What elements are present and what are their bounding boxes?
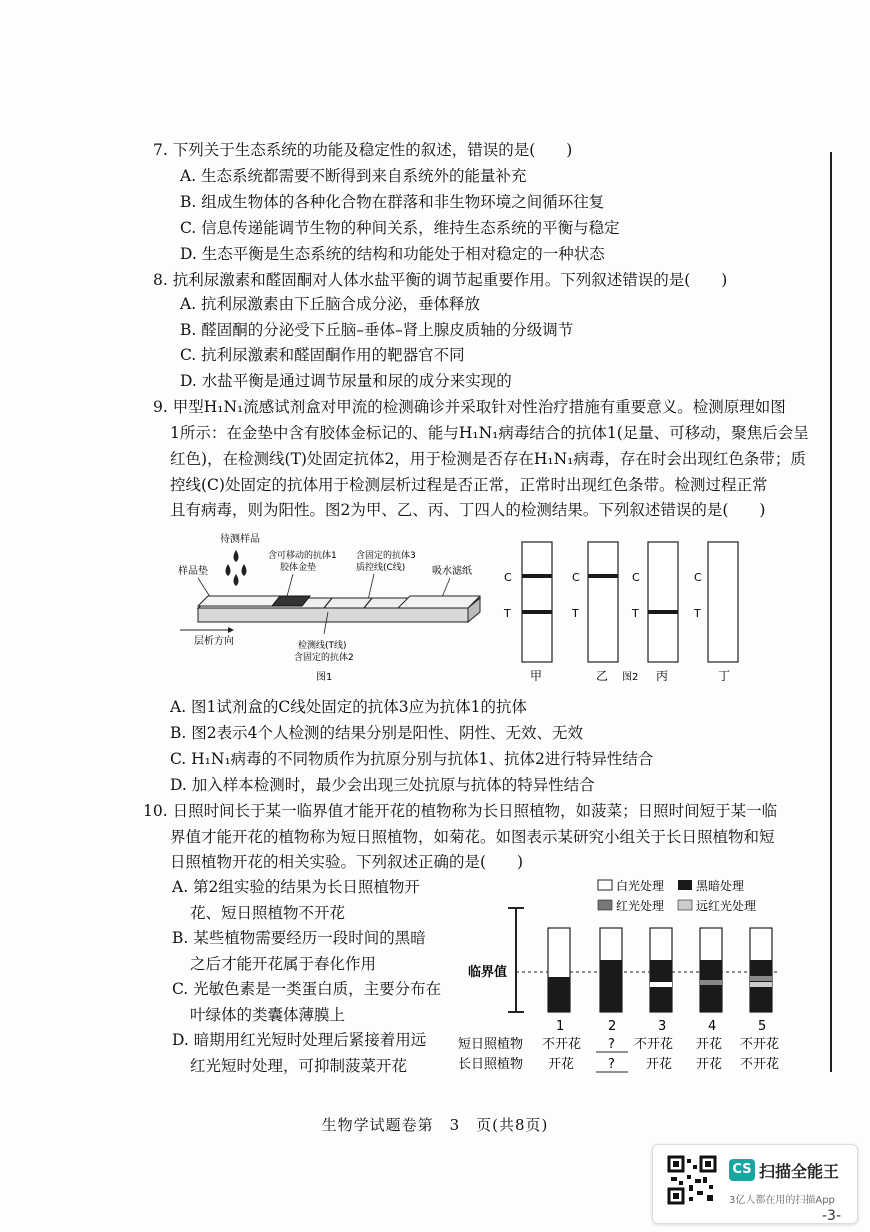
cs-brand: 扫描全能王 bbox=[759, 1162, 840, 1181]
q10-option-c-1: C. 光敏色素是一类蛋白质，主要分布在 bbox=[172, 980, 442, 998]
q10-option-d-2: 红光短时处理，可抑制菠菜开花 bbox=[190, 1057, 408, 1075]
strip-ding-t: T bbox=[694, 607, 701, 620]
strip-bing-label: 丙 bbox=[656, 669, 669, 683]
fig1-t-label-2: 含固定的抗体2 bbox=[294, 653, 354, 663]
fig1-pad-label: 样品垫 bbox=[178, 566, 208, 577]
q9-option-a: A. 图1试剂盒的C线处固定的抗体3应为抗体1的抗体 bbox=[170, 698, 527, 716]
long-result-3: 开花 bbox=[646, 1057, 673, 1072]
fig1-c-label-1: 含固定的抗体3 bbox=[356, 551, 416, 561]
legend-farred-swatch bbox=[678, 900, 692, 910]
strip-jia-label: 甲 bbox=[530, 669, 543, 683]
short-result-1: 不开花 bbox=[542, 1037, 582, 1052]
group-3-label: 3 bbox=[658, 1019, 667, 1034]
group-5-label: 5 bbox=[758, 1019, 767, 1034]
q8-option-a: A. 抗利尿激素由下丘脑合成分泌，垂体释放 bbox=[180, 295, 481, 313]
q7-option-c: C. 信息传递能调节生物的种间关系，维持生态系统的平衡与稳定 bbox=[180, 219, 620, 237]
fig1-gold-label-2: 胶体金垫 bbox=[280, 563, 317, 573]
row-long-label: 长日照植物 bbox=[458, 1057, 524, 1072]
figure-1-test-strip bbox=[168, 530, 498, 690]
q10-option-a-2: 花、短日照植物不开花 bbox=[190, 904, 346, 922]
legend-dark: 黑暗处理 bbox=[696, 879, 745, 893]
bar-group-3 bbox=[650, 928, 672, 1012]
legend-red-swatch bbox=[598, 900, 612, 910]
q9-line-5: 且有病毒，则为阳性。图2为甲、乙、丙、丁四人的检测结果。下列叙述错误的是( ) bbox=[170, 501, 766, 519]
q10-chart bbox=[456, 872, 786, 1076]
strip-bing bbox=[631, 542, 678, 683]
q10-option-b-2: 之后才能开花属于春化作用 bbox=[190, 955, 377, 973]
q7-stem: 7. 下列关于生态系统的功能及稳定性的叙述，错误的是( ) bbox=[153, 141, 573, 159]
fig1-sample-label: 待测样品 bbox=[220, 534, 260, 545]
long-result-1: 开花 bbox=[548, 1057, 575, 1072]
short-result-5: 不开花 bbox=[740, 1037, 780, 1052]
q10-line-3: 日照植物开花的相关实验。下列叙述正确的是( ) bbox=[170, 853, 524, 871]
legend-dark-swatch bbox=[678, 880, 692, 890]
legend-white: 白光处理 bbox=[616, 879, 665, 893]
q8-stem: 8. 抗利尿激素和醛固酮对人体水盐平衡的调节起重要作用。下列叙述错误的是( ) bbox=[153, 271, 728, 289]
strip-yi-t: T bbox=[572, 607, 579, 620]
q7-option-a: A. 生态系统都需要不断得到来自系统外的能量补充 bbox=[180, 167, 527, 185]
page-footer: 生物学试题卷第 3 页(共8页) bbox=[321, 1116, 549, 1134]
long-result-5: 不开花 bbox=[740, 1057, 780, 1072]
q9-option-d: D. 加入样本检测时，最少会出现三处抗原与抗体的特异性结合 bbox=[170, 776, 595, 794]
short-result-3: 不开花 bbox=[634, 1037, 674, 1052]
q9-line-2: 1所示：在金垫中含有胶体金标记的、能与H₁N₁病毒结合的抗体1(足量、可移动，聚焦后会呈 bbox=[170, 424, 809, 442]
corner-page-number: -3- bbox=[822, 1208, 842, 1224]
figure-2-results bbox=[498, 536, 760, 686]
q7-option-b: B. 组成生物体的各种化合物在群落和非生物环境之间循环往复 bbox=[180, 193, 605, 211]
q9-line-3: 红色)，在检测线(T)处固定抗体2，用于检测是否存在H₁N₁病毒，存在时会出现红色条带；质 bbox=[170, 450, 806, 468]
cs-logo: CS bbox=[729, 1159, 755, 1181]
q10-option-b-1: B. 某些植物需要经历一段时间的黑暗 bbox=[172, 929, 426, 947]
fig1-caption: 图1 bbox=[316, 672, 333, 683]
fig1-t-label-1: 检测线(T线) bbox=[298, 641, 347, 651]
qr-code-icon bbox=[667, 1155, 717, 1205]
row-short-label: 短日照植物 bbox=[458, 1037, 524, 1052]
group-2-label: 2 bbox=[608, 1019, 617, 1034]
short-result-2: ? bbox=[608, 1037, 615, 1052]
group-1-label: 1 bbox=[556, 1019, 565, 1034]
strip-jia bbox=[503, 542, 552, 683]
fig2-caption: 图2 bbox=[622, 672, 639, 683]
legend-red: 红光处理 bbox=[616, 899, 665, 913]
strip-jia-c: C bbox=[504, 571, 512, 584]
long-result-4: 开花 bbox=[696, 1057, 723, 1072]
q10-option-a-1: A. 第2组实验的结果为长日照植物开 bbox=[172, 878, 420, 896]
strip-jia-t: T bbox=[504, 607, 511, 620]
cs-tagline: 3亿人都在用的扫描App bbox=[729, 1195, 835, 1206]
q10-line-1: 10. 日照时间长于某一临界值才能开花的植物称为长日照植物，如菠菜；日照时间短于某一临 bbox=[143, 802, 778, 820]
q10-option-d-1: D. 暗期用红光短时处理后紧接着用远 bbox=[172, 1031, 427, 1049]
strip-yi-c: C bbox=[572, 571, 580, 584]
bar-group-5 bbox=[750, 928, 772, 1012]
q10-line-2: 界值才能开花的植物称为短日照植物，如菊花。如图表示某研究小组关于长日照植物和短 bbox=[170, 828, 775, 846]
q7-option-d: D. 生态平衡是生态系统的结构和功能处于相对稳定的一种状态 bbox=[180, 245, 605, 263]
sample-drops-icon bbox=[226, 550, 247, 586]
short-result-4: 开花 bbox=[696, 1037, 723, 1052]
q8-option-c: C. 抗利尿激素和醛固酮作用的靶器官不同 bbox=[180, 346, 465, 364]
q9-line-1: 9. 甲型H₁N₁流感试剂盒对甲流的检测确诊并采取针对性治疗措施有重要意义。检测原理如图 bbox=[153, 398, 786, 416]
q9-line-4: 控线(C)处固定的抗体用于检测层析过程是否正常，正常时出现红色条带。检测过程正常 bbox=[170, 476, 768, 494]
q9-option-b: B. 图2表示4个人检测的结果分别是阳性、阴性、无效、无效 bbox=[170, 724, 583, 742]
strip-ding-c: C bbox=[694, 571, 702, 584]
strip-bing-c: C bbox=[632, 571, 640, 584]
margin-rule bbox=[830, 152, 832, 1072]
strip-yi bbox=[571, 542, 618, 683]
q8-option-b: B. 醛固酮的分泌受下丘脑–垂体–肾上腺皮质轴的分级调节 bbox=[180, 321, 574, 339]
fig1-absorb-label: 吸水滤纸 bbox=[432, 566, 472, 577]
threshold-label: 临界值 bbox=[468, 965, 508, 980]
bar-group-2 bbox=[600, 928, 622, 1012]
strip-ding-label: 丁 bbox=[718, 669, 731, 683]
bar-group-1 bbox=[548, 928, 570, 1012]
legend-white-swatch bbox=[598, 880, 612, 890]
long-result-2: ? bbox=[608, 1057, 615, 1072]
legend-farred: 远红光处理 bbox=[696, 899, 757, 913]
fig1-direction-label: 层析方向 bbox=[194, 636, 234, 647]
strip-yi-label: 乙 bbox=[596, 669, 609, 683]
bar-group-4 bbox=[700, 928, 722, 1012]
fig1-gold-label-1: 含可移动的抗体1 bbox=[268, 551, 337, 561]
q8-option-d: D. 水盐平衡是通过调节尿量和尿的成分来实现的 bbox=[180, 372, 512, 390]
q9-option-c: C. H₁N₁病毒的不同物质作为抗原分别与抗体1、抗体2进行特异性结合 bbox=[170, 750, 654, 768]
group-4-label: 4 bbox=[708, 1019, 717, 1034]
strip-ding bbox=[693, 542, 738, 683]
q10-option-c-2: 叶绿体的类囊体薄膜上 bbox=[190, 1006, 346, 1024]
strip-bing-t: T bbox=[632, 607, 639, 620]
fig1-c-label-2: 质控线(C线) bbox=[356, 563, 406, 573]
